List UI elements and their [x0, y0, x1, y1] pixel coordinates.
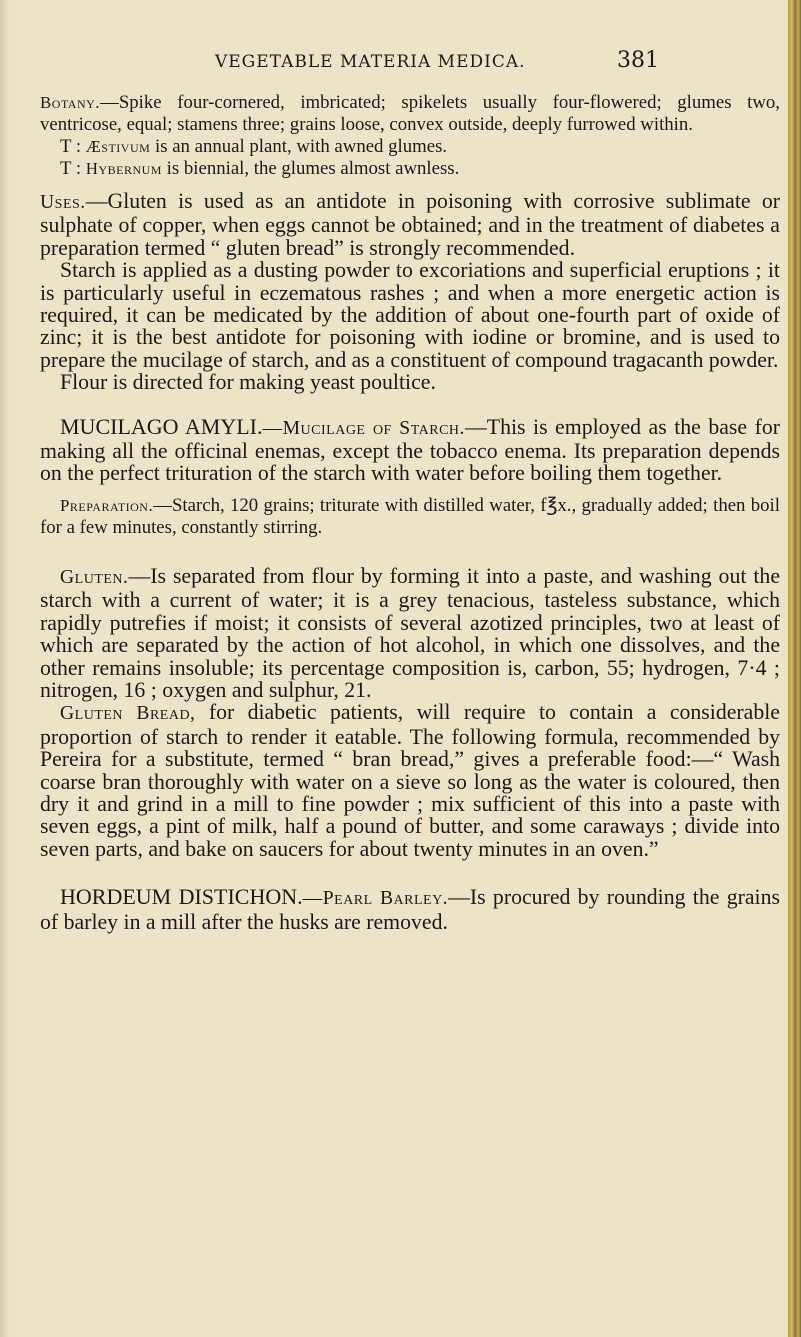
aestivum-text: is an annual plant, with awned glumes. [150, 136, 448, 157]
starch-paragraph: Starch is applied as a dusting powder to excoriations and superficial eruptions ; it is particularly useful in eczematous rashes ; and when a more energetic action is required, it can be medicated by the addition of about one-fourth part of oxide of zinc; it is the best antidote for poisoning with iodine or bromine, and is used to prepare the mucilage of starch, and as a constituent of compound tragacanth powder. [40, 258, 780, 372]
book-edge [788, 0, 801, 1337]
mucilago-subheading: —Mucilage of Starch. [262, 417, 465, 439]
running-head-title: VEGETABLE MATERIA MEDICA. [215, 52, 526, 72]
running-head [0, 48, 790, 82]
gluten-bread-text: for diabetic patients, will require to contain a considerable proportion of starch to render it eatable. The following formula, recommended by Pereira for a substitute, termed “ bran bread,” gives a preferable food:—“ Wash coarse bran thoroughly with water on a sieve so long as the water is coloured, then dry it and grind in a mill to fine powder ; mix sufficient of this into a paste with seven eggs, a pint of milk, half a pound of butter, and some caraways ; divide into seven parts, and bake on saucers for about twenty minutes in an oven.” [40, 700, 780, 861]
aestivum-name: Æstivum [85, 137, 151, 156]
preparation-label: Preparation. [60, 495, 154, 515]
hybernum-name: Hybernum [85, 159, 162, 178]
page-number: 381 [617, 48, 659, 73]
gluten-paragraph [40, 565, 780, 701]
mucilago-heading: MUCILAGO AMYLI. [60, 413, 263, 439]
gluten-text: —Is separated from flour by forming it into a paste, and washing out the starch with a current of water; it is a grey tenacious, tasteless substance, which rapidly putrefies if moist; it consists of several azotized principles, two at least of which are separated by the action of hot alcohol, in which one dissolves, and the other remains insoluble; its percentage composition is, carbon, 55; hydrogen, 7·4 ; nitrogen, 16 ; oxygen and sulphur, 21. [40, 563, 780, 702]
botany-section [40, 92, 780, 180]
body-text [40, 92, 780, 933]
mucilago-text: —This is employed as the base for making all the officinal enemas, except the tobacco enema. Its preparation depends on the perfect trituration of the starch with water before boiling them together. [40, 414, 780, 486]
aestivum-prefix: T : [60, 136, 82, 157]
uses-section [40, 190, 780, 394]
hybernum-text: is biennial, the glumes almost awnless. [161, 158, 460, 179]
preparation-text: —Starch, 120 grains; triturate with distilled water, f℥x., gradually added; then boil for a few minutes, constantly stirring. [40, 494, 780, 538]
hordeum-subheading: —Pearl Barley. [302, 888, 449, 910]
flour-paragraph: Flour is directed for making yeast poultice. [60, 370, 436, 395]
page-gutter-shadow [0, 0, 10, 1337]
gluten-section [40, 565, 780, 860]
botany-text: —Spike four-cornered, imbricated; spikelets usually four-flowered; glumes two, ventricose, equal; stamens three; grains loose, convex outside, deeply furrowed within. [40, 92, 780, 135]
hordeum-paragraph [40, 886, 780, 933]
hybernum-paragraph [40, 158, 780, 180]
botany-paragraph [40, 92, 780, 136]
mucilago-paragraph [40, 413, 780, 486]
preparation-paragraph [40, 495, 780, 539]
uses-paragraph [40, 190, 780, 259]
hybernum-prefix: T : [60, 158, 82, 179]
gluten-label: Gluten. [60, 566, 129, 588]
uses-label: Uses. [40, 192, 86, 213]
aestivum-paragraph [40, 136, 780, 158]
gluten-bread-label: Gluten Bread, [60, 703, 196, 725]
hordeum-section [40, 886, 780, 933]
uses-text: —Gluten is used as an antidote in poisoning with corrosive sublimate or sulphate of copper, when eggs cannot be obtained; and in the treatment of diabetes a preparation termed “ gluten bread” is strongly recommended. [40, 189, 780, 260]
preparation-section [40, 495, 780, 539]
botany-label: Botany. [40, 93, 101, 112]
mucilago-section [40, 413, 780, 486]
gluten-bread-paragraph [40, 701, 780, 860]
hordeum-text: —Is procured by rounding the grains of barley in a mill after the husks are removed. [40, 885, 780, 934]
hordeum-heading: HORDEUM DISTICHON. [60, 884, 303, 910]
